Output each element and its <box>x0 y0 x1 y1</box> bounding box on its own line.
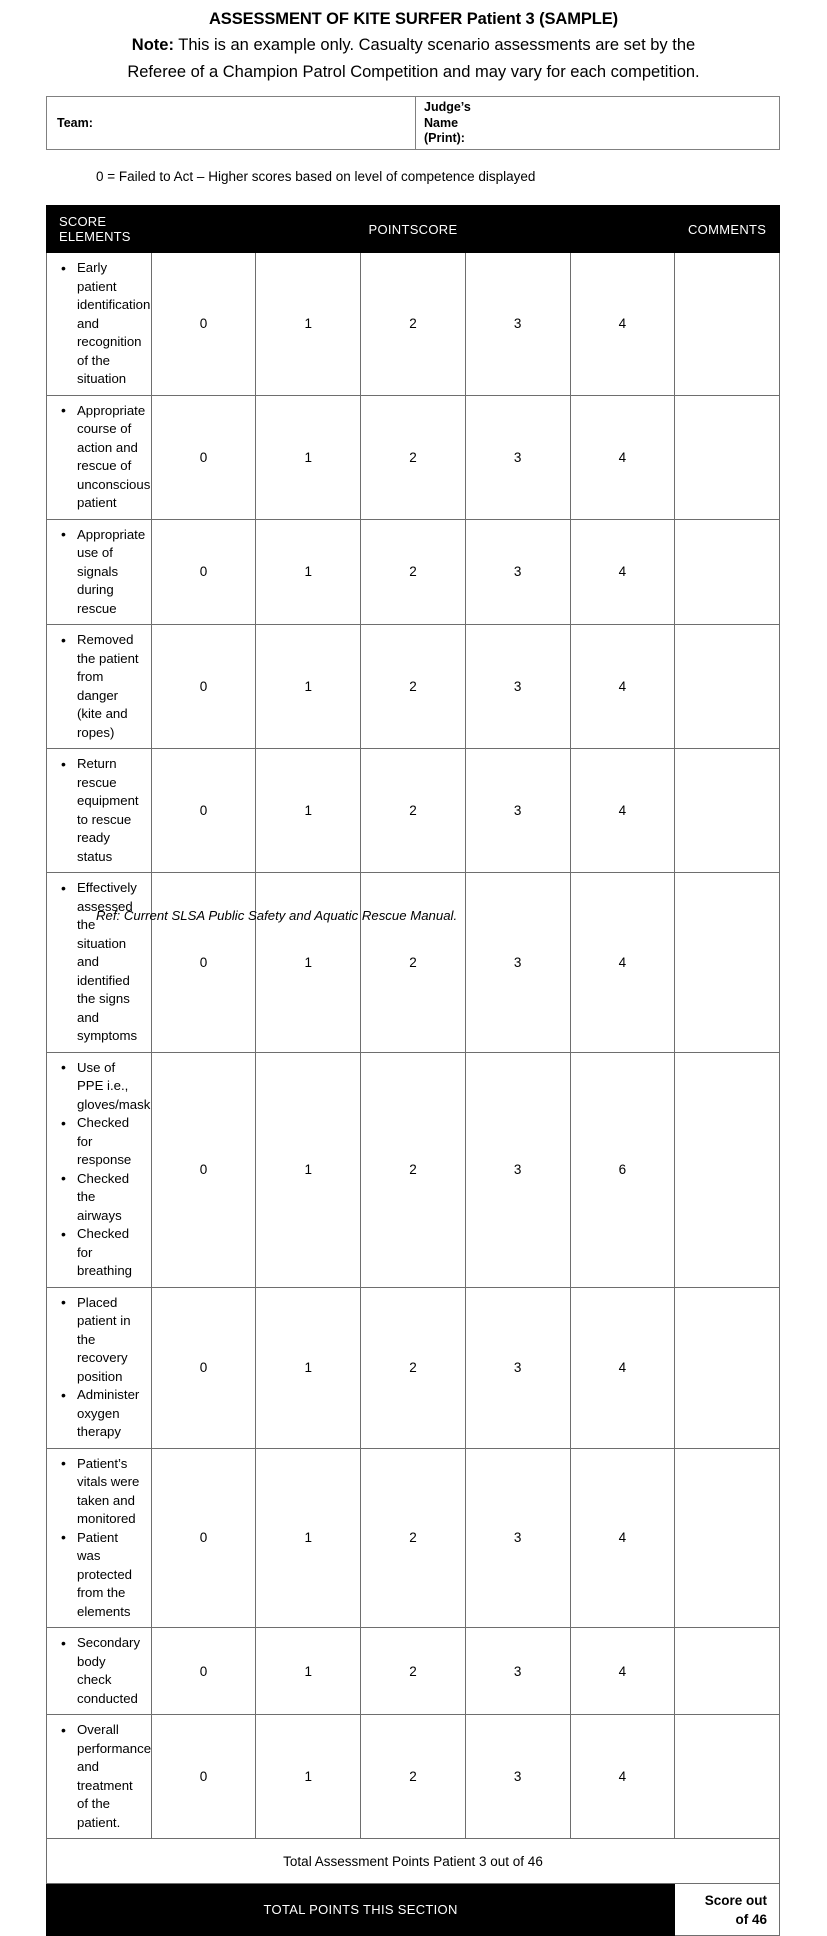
list-item: • Overall performance and treatment of the patient. <box>57 1721 143 1832</box>
score-option-cell[interactable]: 1 <box>256 253 361 396</box>
score-option-cell[interactable]: 1 <box>256 1287 361 1448</box>
score-option-cell[interactable]: 1 <box>256 395 361 519</box>
score-option-cell[interactable]: 4 <box>570 873 675 1053</box>
score-option-cell[interactable]: 0 <box>151 749 256 873</box>
score-option-cell[interactable]: 1 <box>256 873 361 1053</box>
table-row <box>47 873 780 1053</box>
score-table-head <box>47 206 780 253</box>
score-element-cell <box>47 625 152 749</box>
table-row <box>47 395 780 519</box>
table-row <box>47 1715 780 1839</box>
score-option-cell[interactable]: 2 <box>361 749 466 873</box>
judge-label-line-3: (Print): <box>424 131 465 145</box>
comments-cell[interactable] <box>675 749 780 873</box>
score-element-bullets <box>57 755 143 866</box>
score-option-cell[interactable]: 4 <box>570 1287 675 1448</box>
total-assessment-row <box>47 1839 780 1884</box>
score-out-line-2: of 46 <box>735 1911 767 1927</box>
page-title: ASSESSMENT OF KITE SURFER Patient 3 (SAMPLE) <box>208 10 619 28</box>
score-option-cell[interactable]: 0 <box>151 625 256 749</box>
judge-label-line-1: Judge’s <box>424 100 471 114</box>
comments-cell[interactable] <box>675 253 780 396</box>
comments-cell[interactable] <box>675 1287 780 1448</box>
score-option-cell[interactable]: 3 <box>465 1287 570 1448</box>
header-comments: COMMENTS <box>675 206 780 253</box>
score-option-cell[interactable]: 4 <box>570 1628 675 1715</box>
score-option-cell[interactable]: 3 <box>465 873 570 1053</box>
score-option-cell[interactable]: 0 <box>151 1287 256 1448</box>
title-block <box>0 0 827 86</box>
score-element-cell <box>47 873 152 1053</box>
score-element-bullets <box>57 526 146 619</box>
comments-cell[interactable] <box>675 395 780 519</box>
score-option-cell[interactable]: 1 <box>256 625 361 749</box>
score-option-cell[interactable]: 2 <box>361 1628 466 1715</box>
score-option-cell[interactable]: 2 <box>361 1052 466 1287</box>
list-item: • Return rescue equipment to rescue ready status <box>57 755 143 866</box>
table-row <box>47 253 780 396</box>
team-judge-box <box>46 96 780 150</box>
score-element-bullets <box>57 402 151 513</box>
score-option-cell[interactable]: 2 <box>361 625 466 749</box>
list-item: • Appropriate use of signals during rescue <box>57 526 143 619</box>
table-header-row <box>47 206 780 253</box>
score-option-cell[interactable]: 2 <box>361 395 466 519</box>
table-row <box>47 1628 780 1715</box>
score-option-cell[interactable]: 0 <box>151 873 256 1053</box>
score-option-cell[interactable]: 0 <box>151 519 256 625</box>
list-item: • Checked the airways <box>57 1170 143 1226</box>
note-line-1 <box>0 32 827 59</box>
list-item: • Administer oxygen therapy <box>57 1386 143 1442</box>
score-element-bullets <box>57 879 143 1046</box>
score-option-cell[interactable]: 0 <box>151 253 256 396</box>
score-option-cell[interactable]: 0 <box>151 1448 256 1628</box>
team-field[interactable] <box>47 97 416 149</box>
score-element-cell <box>47 253 152 396</box>
score-option-cell[interactable]: 2 <box>361 1448 466 1628</box>
score-element-bullets <box>57 1721 152 1832</box>
score-option-cell[interactable]: 1 <box>256 1628 361 1715</box>
score-element-cell <box>47 1052 152 1287</box>
score-element-bullets <box>57 259 151 389</box>
score-element-cell <box>47 1628 152 1715</box>
judge-name-field[interactable] <box>416 97 779 149</box>
comments-cell[interactable] <box>675 1628 780 1715</box>
score-option-cell[interactable]: 3 <box>465 395 570 519</box>
score-option-cell[interactable]: 1 <box>256 749 361 873</box>
score-option-cell[interactable]: 0 <box>151 1052 256 1287</box>
score-option-cell[interactable]: 2 <box>361 253 466 396</box>
comments-cell[interactable] <box>675 1715 780 1839</box>
score-option-cell[interactable]: 2 <box>361 519 466 625</box>
table-row <box>47 1287 780 1448</box>
list-item: • Use of PPE i.e., gloves/mask <box>57 1059 143 1115</box>
score-option-cell[interactable]: 3 <box>465 1052 570 1287</box>
score-element-cell <box>47 395 152 519</box>
note-label: Note: <box>131 36 174 54</box>
score-option-cell[interactable]: 4 <box>570 253 675 396</box>
score-option-cell[interactable]: 2 <box>361 873 466 1053</box>
score-option-cell[interactable]: 4 <box>570 1715 675 1839</box>
list-item: • Patient was protected from the elements <box>57 1529 143 1622</box>
score-option-cell[interactable]: 1 <box>256 1715 361 1839</box>
score-option-cell[interactable]: 3 <box>465 1448 570 1628</box>
note-line-2: Referee of a Champion Patrol Competition and may vary for each competition. <box>127 63 700 81</box>
score-option-cell[interactable]: 3 <box>465 253 570 396</box>
total-points-label: TOTAL POINTS THIS SECTION <box>47 1884 675 1936</box>
score-option-cell[interactable]: 4 <box>570 1448 675 1628</box>
score-option-cell[interactable]: 0 <box>151 395 256 519</box>
table-row <box>47 1448 780 1628</box>
comments-cell[interactable] <box>675 1448 780 1628</box>
score-element-bullets <box>57 1294 143 1442</box>
team-label: Team: <box>57 116 93 130</box>
score-option-cell[interactable]: 2 <box>361 1715 466 1839</box>
list-item: • Secondary body check conducted <box>57 1634 143 1708</box>
score-option-cell[interactable]: 3 <box>465 1715 570 1839</box>
list-item: • Placed patient in the recovery position <box>57 1294 143 1387</box>
list-item: • Checked for response <box>57 1114 143 1170</box>
total-points-row <box>47 1884 780 1936</box>
list-item: • Effectively assessed the situation and identified the signs and symptoms <box>57 879 143 1046</box>
score-element-bullets <box>57 1634 143 1708</box>
list-item: • Early patient identification and recognition of the situation <box>57 259 143 389</box>
score-element-cell <box>47 1715 152 1839</box>
score-option-cell[interactable]: 4 <box>570 519 675 625</box>
total-assessment-label: Total Assessment Points Patient 3 out of 46 <box>47 1839 780 1884</box>
header-pointscore: POINTSCORE <box>151 206 675 253</box>
comments-cell[interactable] <box>675 1052 780 1287</box>
score-option-cell[interactable]: 0 <box>151 1715 256 1839</box>
score-table <box>46 205 780 1936</box>
table-row <box>47 749 780 873</box>
score-element-bullets <box>57 1059 151 1281</box>
comments-cell[interactable] <box>675 625 780 749</box>
score-option-cell[interactable]: 0 <box>151 1628 256 1715</box>
table-row <box>47 519 780 625</box>
footer-reference: Ref: Current SLSA Public Safety and Aquatic Rescue Manual. <box>96 908 458 923</box>
score-element-bullets <box>57 631 143 742</box>
score-option-cell[interactable]: 1 <box>256 1052 361 1287</box>
score-option-cell[interactable]: 2 <box>361 1287 466 1448</box>
comments-cell[interactable] <box>675 519 780 625</box>
score-option-cell[interactable]: 1 <box>256 1448 361 1628</box>
header-score-elements: SCORE ELEMENTS <box>47 206 152 253</box>
score-element-cell <box>47 1448 152 1628</box>
score-option-cell[interactable]: 3 <box>465 519 570 625</box>
list-item: • Patient’s vitals were taken and monitored <box>57 1455 143 1529</box>
table-row <box>47 1052 780 1287</box>
score-element-cell <box>47 749 152 873</box>
score-table-body <box>47 253 780 1936</box>
comments-cell[interactable] <box>675 873 780 1053</box>
list-item: • Appropriate course of action and rescue of unconscious patient <box>57 402 143 513</box>
score-option-cell[interactable]: 6 <box>570 1052 675 1287</box>
score-option-cell[interactable]: 4 <box>570 625 675 749</box>
judge-label-line-2: Name <box>424 115 459 130</box>
score-element-bullets <box>57 1455 143 1622</box>
list-item: • Removed the patient from danger (kite and ropes) <box>57 631 143 742</box>
score-option-cell[interactable]: 3 <box>465 749 570 873</box>
score-option-cell[interactable]: 4 <box>570 749 675 873</box>
note-text-1: This is an example only. Casualty scenario assessments are set by the <box>173 36 696 54</box>
scoring-legend: 0 = Failed to Act – Higher scores based on level of competence displayed <box>96 169 536 184</box>
score-out-line-1: Score out <box>704 1892 767 1908</box>
table-row <box>47 625 780 749</box>
score-out-of-cell[interactable] <box>675 1884 780 1936</box>
score-option-cell[interactable]: 4 <box>570 395 675 519</box>
score-option-cell[interactable]: 3 <box>465 625 570 749</box>
score-option-cell[interactable]: 3 <box>465 1628 570 1715</box>
list-item: • Checked for breathing <box>57 1225 143 1281</box>
score-element-cell <box>47 1287 152 1448</box>
score-option-cell[interactable]: 1 <box>256 519 361 625</box>
score-element-cell <box>47 519 152 625</box>
